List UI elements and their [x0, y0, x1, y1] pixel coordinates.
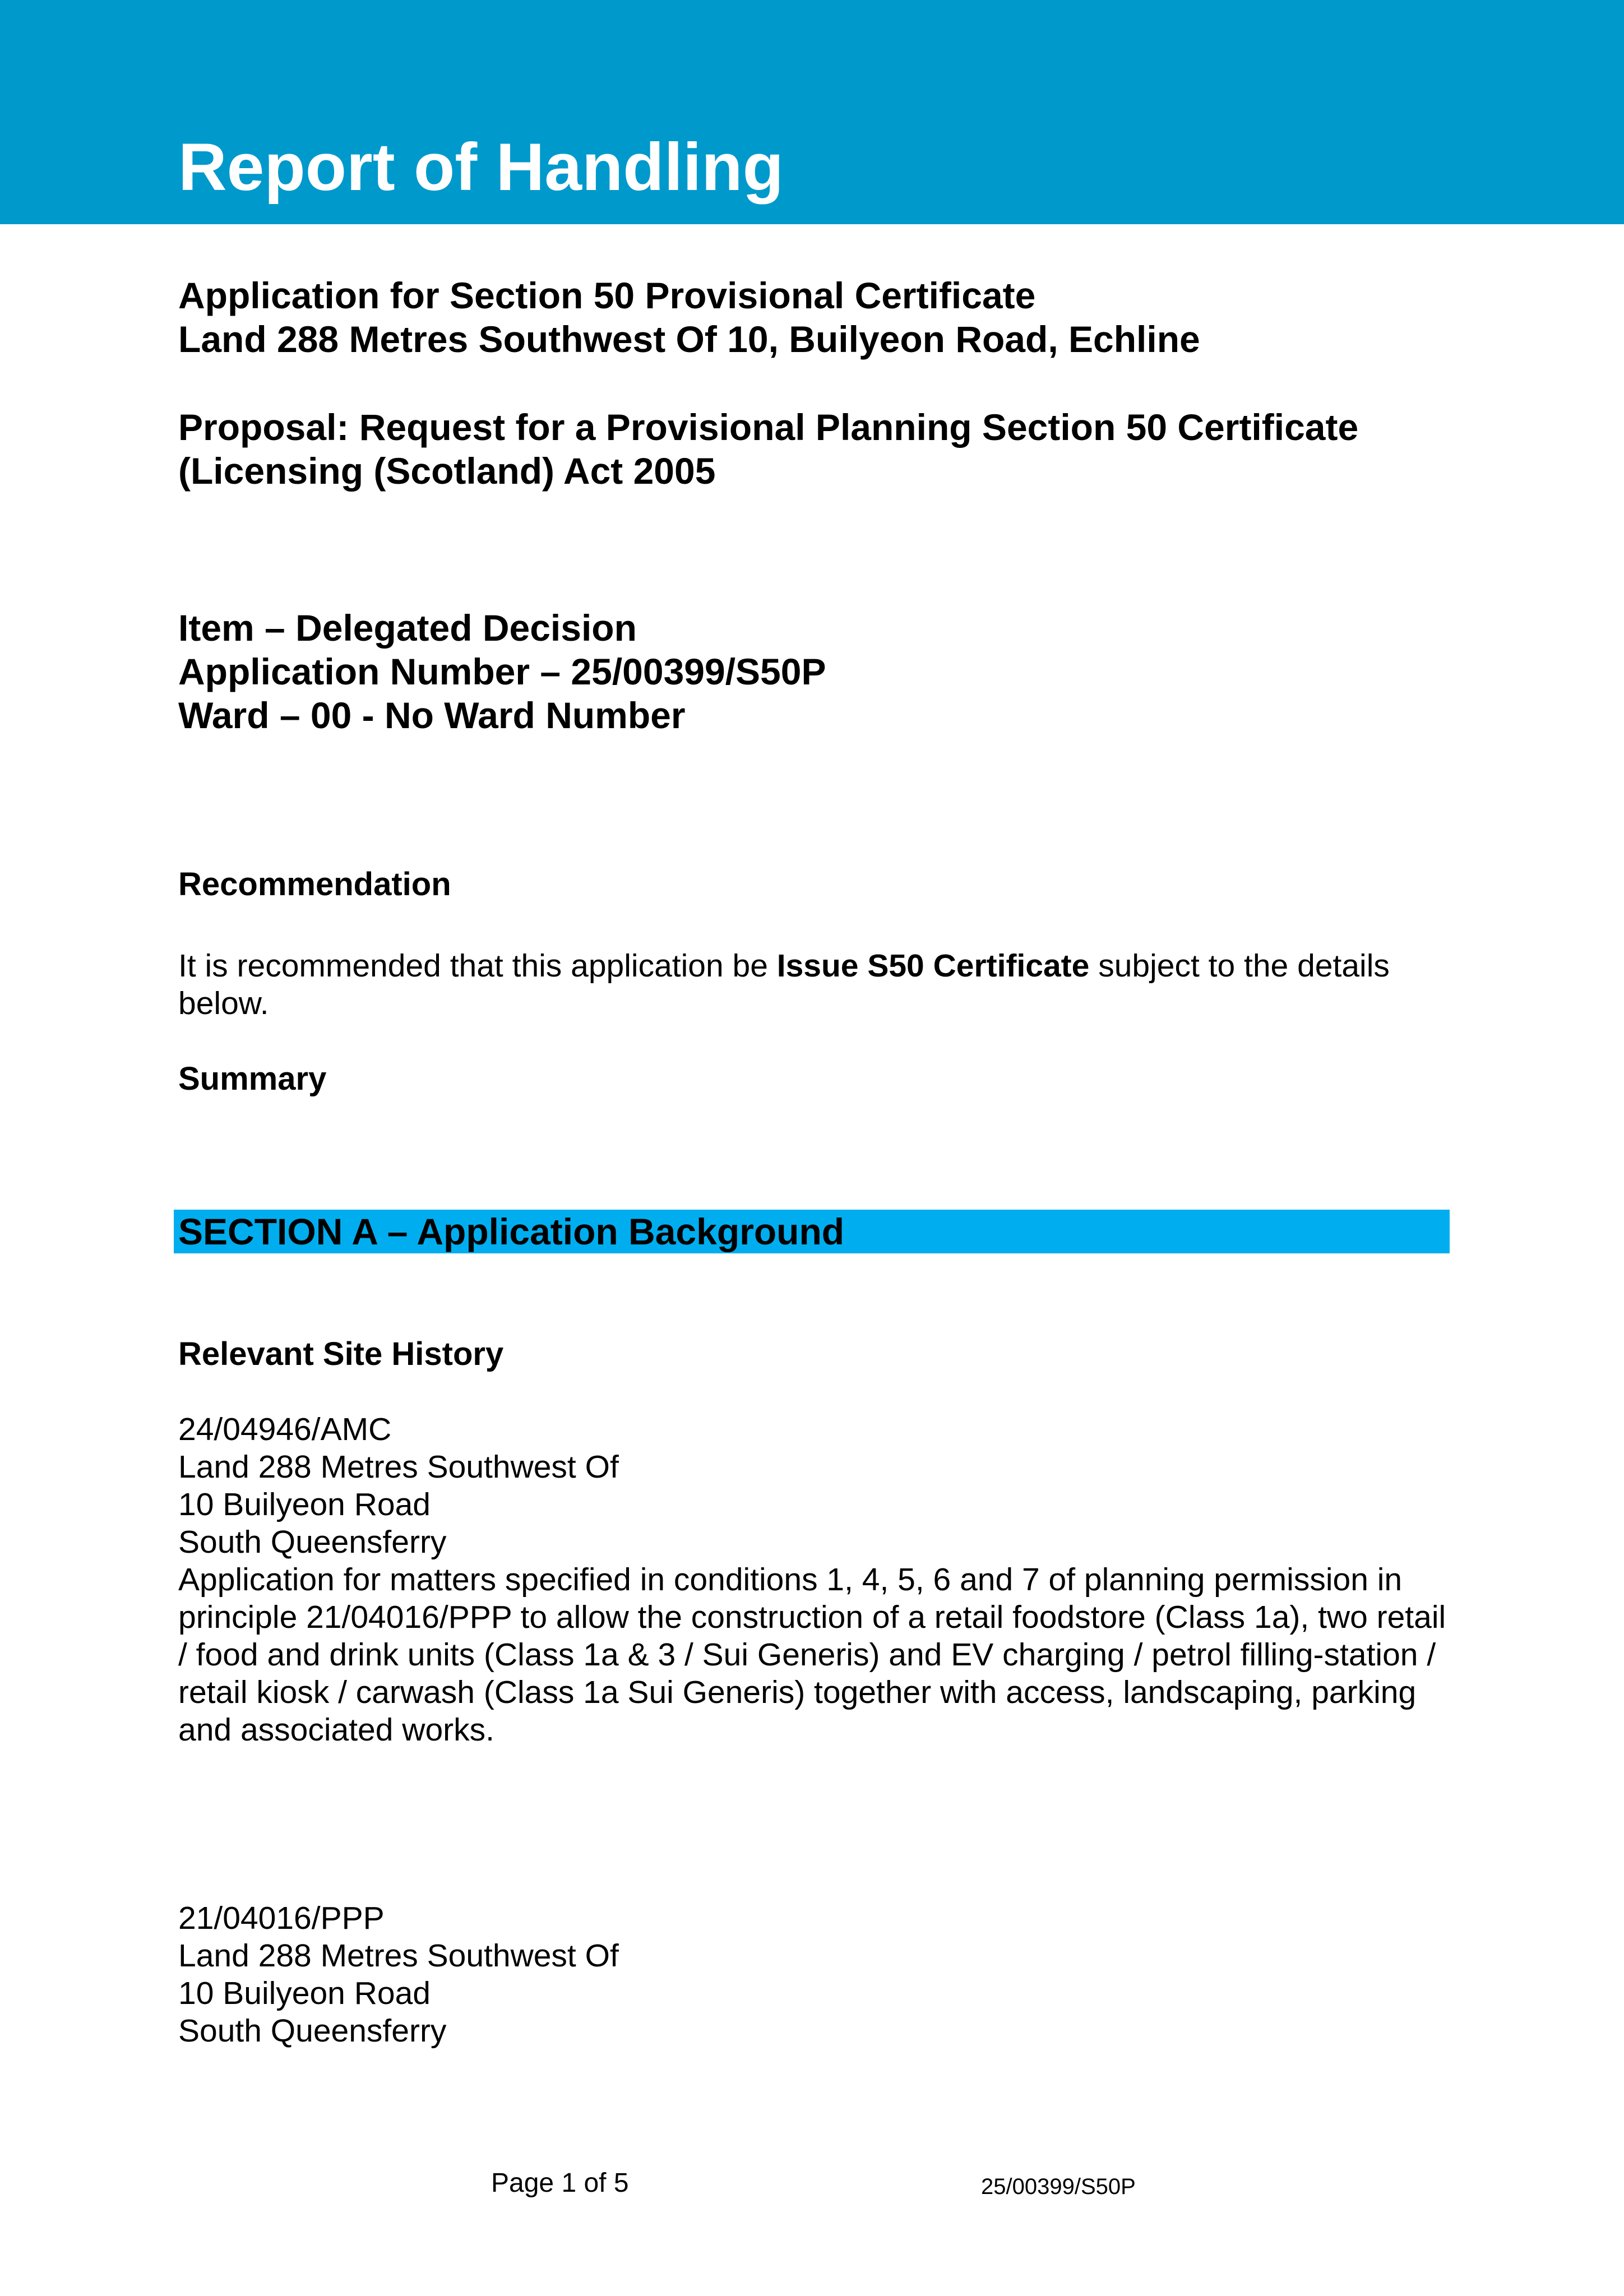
page-title: Report of Handling: [178, 129, 784, 205]
item-details: [178, 606, 1462, 737]
item-decision: Item – Delegated Decision: [178, 607, 637, 649]
application-address: Land 288 Metres Southwest Of 10, Builyeon Road, Echline: [178, 318, 1200, 360]
recommendation-text-after: subject to the details below.: [178, 948, 1390, 1021]
history-address-line: 10 Builyeon Road: [178, 1487, 431, 1522]
recommendation-text-before: It is recommended that this application be: [178, 948, 777, 984]
history-description: Application for matters specified in conditions 1, 4, 5, 6 and 7 of planning permission in principle 21/04016/PPP to allow the construction of a retail foodstore (Class 1a), two retail / food and drink units (Class 1a & 3 / Sui Generis) and EV charging / petrol filling-station / retail kiosk / carwash (Class 1a Sui Generis) together with access, landscaping, parking and associated works.: [178, 1562, 1446, 1748]
site-history-heading: Relevant Site History: [178, 1336, 504, 1372]
ward-number: Ward – 00 - No Ward Number: [178, 695, 686, 736]
history-address-line: South Queensferry: [178, 2013, 447, 2049]
section-a-title: SECTION A – Application Background: [178, 1211, 845, 1252]
history-entry: [178, 1900, 1462, 2050]
history-address-line: Land 288 Metres Southwest Of: [178, 1938, 619, 1974]
section-a-bar: [174, 1210, 1450, 1253]
history-address-line: 10 Builyeon Road: [178, 1975, 431, 2011]
summary-heading: Summary: [178, 1061, 327, 1097]
footer-reference: 25/00399/S50P: [981, 2174, 1136, 2199]
application-number: Application Number – 25/00399/S50P: [178, 651, 826, 692]
history-entry: [178, 1411, 1462, 1749]
history-address-line: South Queensferry: [178, 1524, 447, 1560]
recommendation-decision: Issue S50 Certificate: [776, 948, 1090, 984]
proposal-line-2: (Licensing (Scotland) Act 2005: [178, 450, 716, 492]
application-type: Application for Section 50 Provisional Certificate: [178, 275, 1036, 316]
recommendation-text: [178, 947, 1462, 1022]
page-number: Page 1 of 5: [491, 2168, 629, 2198]
history-reference: 24/04946/AMC: [178, 1411, 392, 1447]
history-reference: 21/04016/PPP: [178, 1900, 385, 1936]
proposal-heading: [178, 405, 1462, 493]
recommendation-heading: Recommendation: [178, 866, 451, 902]
application-heading: [178, 274, 1462, 361]
history-address-line: Land 288 Metres Southwest Of: [178, 1449, 619, 1485]
proposal-line-1: Proposal: Request for a Provisional Planning Section 50 Certificate: [178, 406, 1359, 448]
